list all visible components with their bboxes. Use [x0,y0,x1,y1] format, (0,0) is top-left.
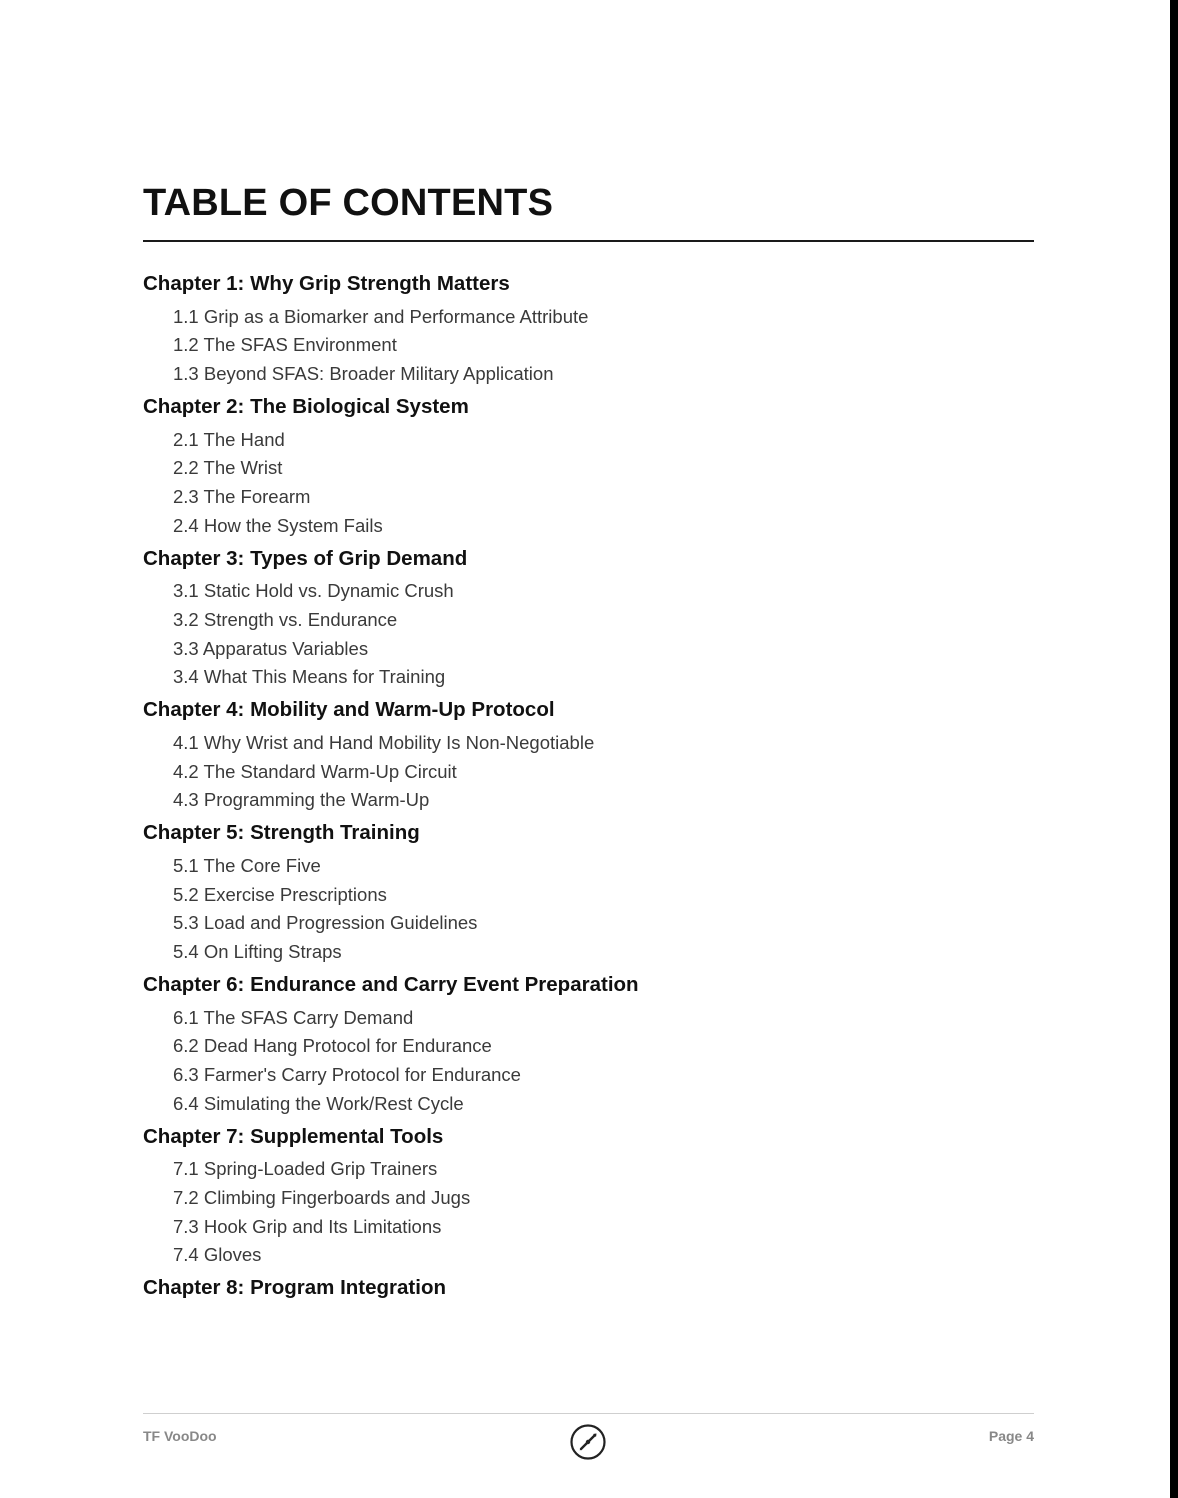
page-title: TABLE OF CONTENTS [143,182,554,224]
toc-chapter [143,1124,1034,1270]
footer-brand: TF VooDoo [143,1428,217,1444]
toc-chapter [143,972,1034,1118]
toc-list [143,271,1034,1307]
title-divider [143,240,1034,242]
toc-section[interactable]: 4.3 Programming the Warm-Up [173,789,430,811]
screen-edge [1170,0,1178,1498]
toc-chapter-title[interactable]: Chapter 7: Supplemental Tools [143,1124,444,1148]
toc-section[interactable]: 6.1 The SFAS Carry Demand [173,1006,414,1028]
toc-section[interactable]: 3.4 What This Means for Training [173,666,446,688]
toc-section[interactable]: 4.2 The Standard Warm-Up Circuit [173,760,457,782]
footer-divider [143,1413,1034,1414]
toc-section[interactable]: 7.1 Spring-Loaded Grip Trainers [173,1158,438,1180]
toc-section[interactable]: 5.1 The Core Five [173,855,321,877]
toc-section[interactable]: 1.2 The SFAS Environment [173,334,397,356]
toc-section[interactable]: 5.2 Exercise Prescriptions [173,883,387,905]
toc-chapter-title[interactable]: Chapter 1: Why Grip Strength Matters [143,272,510,295]
toc-chapter-title[interactable]: Chapter 3: Types of Grip Demand [143,546,468,570]
toc-chapter [143,697,1034,814]
toc-section[interactable]: 7.2 Climbing Fingerboards and Jugs [173,1187,471,1209]
toc-section[interactable]: 7.3 Hook Grip and Its Limitations [173,1215,442,1237]
toc-section[interactable]: 6.3 Farmer's Carry Protocol for Endurance [173,1063,521,1085]
toc-chapter [143,820,1034,966]
toc-section[interactable]: 1.3 Beyond SFAS: Broader Military Application [173,362,554,384]
toc-chapter-title[interactable]: Chapter 4: Mobility and Warm-Up Protocol [143,698,555,722]
compass-logo-icon [569,1423,607,1461]
toc-section[interactable]: 3.2 Strength vs. Endurance [173,609,398,630]
toc-section[interactable]: 5.3 Load and Progression Guidelines [173,912,478,934]
toc-chapter [143,394,1034,540]
toc-section[interactable]: 3.3 Apparatus Variables [173,637,369,659]
toc-section[interactable]: 6.2 Dead Hang Protocol for Endurance [173,1035,492,1057]
toc-chapter [143,546,1034,692]
toc-section[interactable]: 3.1 Static Hold vs. Dynamic Crush [173,580,454,602]
toc-section[interactable]: 2.4 How the System Fails [173,514,383,536]
toc-chapter-title[interactable]: Chapter 8: Program Integration [143,1276,446,1300]
toc-section[interactable]: 1.1 Grip as a Biomarker and Performance Attribute [173,305,589,327]
toc-chapter-title[interactable]: Chapter 5: Strength Training [143,821,420,845]
toc-section[interactable]: 2.1 The Hand [173,428,285,450]
toc-section[interactable]: 6.4 Simulating the Work/Rest Cycle [173,1092,464,1114]
toc-section[interactable]: 2.2 The Wrist [173,457,283,479]
toc-section[interactable]: 7.4 Gloves [173,1244,262,1266]
page-number: Page 4 [988,1428,1034,1444]
toc-chapter [143,271,1034,388]
toc-section[interactable]: 5.4 On Lifting Straps [173,940,342,962]
toc-chapter [143,1275,1034,1301]
toc-chapter-title[interactable]: Chapter 2: The Biological System [143,395,469,419]
toc-section[interactable]: 4.1 Why Wrist and Hand Mobility Is Non-Negotiable [173,732,595,754]
toc-chapter-title[interactable]: Chapter 6: Endurance and Carry Event Preparation [143,973,639,997]
toc-section[interactable]: 2.3 The Forearm [173,485,311,507]
